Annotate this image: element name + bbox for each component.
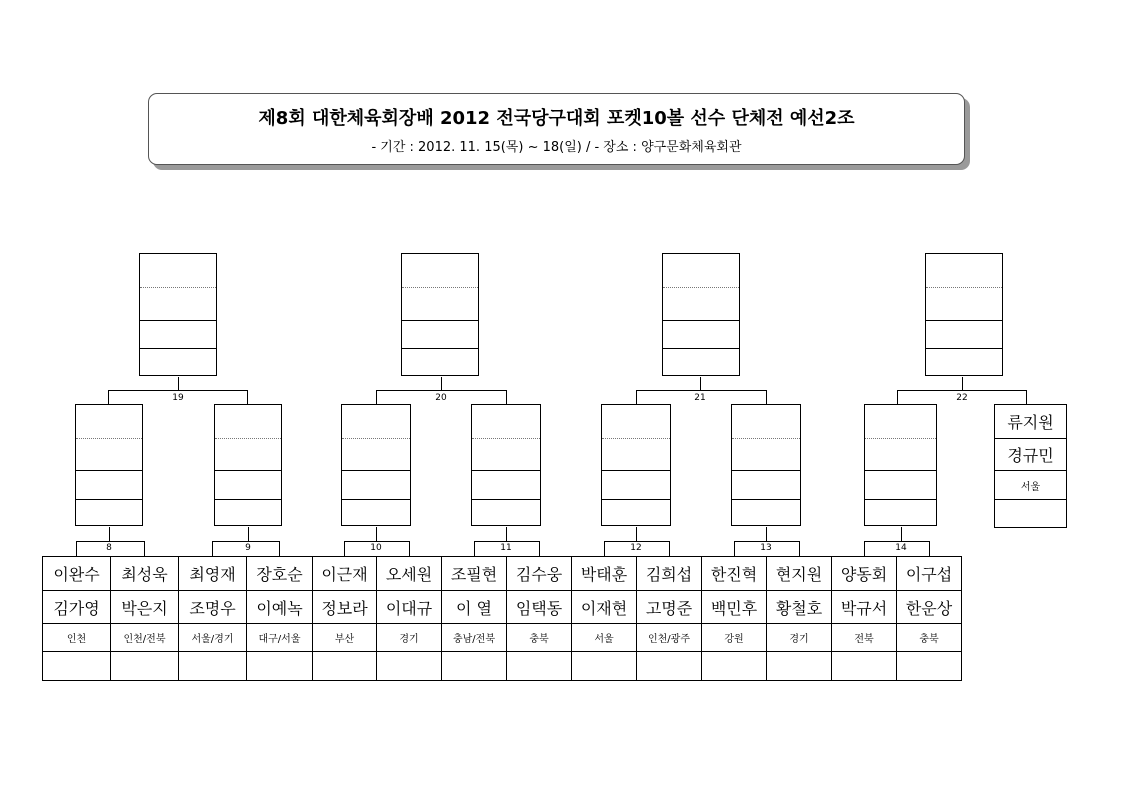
- match-box-top-row: [140, 349, 216, 377]
- match-box-top-row: [402, 254, 478, 288]
- match-box-mid-row: [342, 500, 410, 527]
- bracket-line: [212, 541, 280, 542]
- team-region: 인천/광주: [636, 623, 702, 652]
- match-box-mid-row: [76, 500, 142, 527]
- result-cell: [110, 651, 179, 681]
- match-box-mid: [731, 404, 801, 526]
- player-name: 이예녹: [246, 590, 313, 624]
- match-box-top-row: [926, 254, 1002, 288]
- page-subtitle: - 기간 : 2012. 11. 15(목) ~ 18(일) / - 장소 : 양구문화체육회관: [371, 140, 742, 155]
- result-cell: [701, 651, 767, 681]
- bracket-line: [962, 377, 963, 390]
- match-box-mid-row: [472, 405, 540, 439]
- bracket-line: [897, 390, 898, 404]
- match-box-top-row: [402, 288, 478, 321]
- match-number-label: 8: [106, 543, 112, 553]
- player-name: 김희섭: [636, 556, 702, 591]
- bracket-line: [376, 390, 377, 404]
- bracket-line: [734, 541, 800, 542]
- player-name: 임택동: [506, 590, 572, 624]
- team-region: 인천/전북: [110, 623, 179, 652]
- match-box-mid: [471, 404, 541, 526]
- match-number-label: 21: [694, 393, 706, 403]
- bracket-line: [766, 390, 767, 404]
- match-box-top-row: [663, 321, 739, 349]
- match-number-label: 12: [630, 543, 642, 553]
- team-region: 인천: [42, 623, 111, 652]
- bracket-line: [636, 527, 637, 541]
- team-region: 충남/전북: [441, 623, 507, 652]
- result-cell: [246, 651, 313, 681]
- match-box-mid: [214, 404, 282, 526]
- match-box-mid-row: [215, 405, 281, 439]
- bracket-line: [108, 390, 109, 404]
- player-name: 고명준: [636, 590, 702, 624]
- bracket-line: [279, 541, 280, 556]
- match-box-mid-row: [472, 471, 540, 500]
- match-box-top-row: [140, 254, 216, 288]
- match-box-mid-row: [472, 500, 540, 527]
- match-box-top-row: [402, 349, 478, 377]
- player-name: 김가영: [42, 590, 111, 624]
- bracket-line: [604, 541, 670, 542]
- player-name: 경규민: [995, 439, 1066, 471]
- bracket-line: [700, 377, 701, 390]
- match-number-label: 19: [172, 393, 184, 403]
- match-box-mid: [75, 404, 143, 526]
- player-name: 이완수: [42, 556, 111, 591]
- result-cell: [178, 651, 247, 681]
- team-region: 경기: [766, 623, 832, 652]
- bracket-line: [344, 541, 345, 556]
- match-box-mid-row: [602, 500, 670, 527]
- match-number-label: 9: [245, 543, 251, 553]
- player-name: 이근재: [312, 556, 377, 591]
- match-box-top-row: [663, 254, 739, 288]
- bracket-line: [108, 390, 248, 391]
- team-region: 충북: [896, 623, 962, 652]
- bracket-line: [248, 527, 249, 541]
- player-name: 양동회: [831, 556, 897, 591]
- match-box-top-row: [663, 349, 739, 377]
- match-box-mid-row: [342, 439, 410, 471]
- match-box-top: [139, 253, 217, 376]
- player-name: 이대규: [376, 590, 442, 624]
- result-cell: [636, 651, 702, 681]
- match-box-top-row: [402, 321, 478, 349]
- player-name: 최성욱: [110, 556, 179, 591]
- team-region: 서울: [571, 623, 637, 652]
- match-box-top-row: [140, 288, 216, 321]
- bracket-line: [604, 541, 605, 556]
- result-cell: [896, 651, 962, 681]
- match-box-mid-row: [342, 471, 410, 500]
- player-name: 이재현: [571, 590, 637, 624]
- result-cell: [312, 651, 377, 681]
- bracket-line: [76, 541, 145, 542]
- team-region: 서울/경기: [178, 623, 247, 652]
- player-name: 한운상: [896, 590, 962, 624]
- match-box-mid-row: [602, 439, 670, 471]
- match-box-mid-row: [602, 405, 670, 439]
- match-box-top-row: [926, 321, 1002, 349]
- bracket-line: [376, 390, 507, 391]
- bracket-line: [109, 527, 110, 541]
- result-cell: [506, 651, 572, 681]
- team-region: 부산: [312, 623, 377, 652]
- player-name: 이구섭: [896, 556, 962, 591]
- match-box-mid-row: [865, 405, 936, 439]
- match-box-mid-row: [76, 405, 142, 439]
- player-name: 김수웅: [506, 556, 572, 591]
- page-title: 제8회 대한체육회장배 2012 전국당구대회 포켓10볼 선수 단체전 예선2조: [258, 108, 855, 129]
- player-name: 류지원: [995, 405, 1066, 439]
- bracket-line: [76, 541, 77, 556]
- match-box-mid-row: [215, 439, 281, 471]
- result-cell: [571, 651, 637, 681]
- bracket-line: [636, 390, 767, 391]
- match-box-mid-row: [342, 405, 410, 439]
- player-name: 황철호: [766, 590, 832, 624]
- match-box-mid-row: [472, 439, 540, 471]
- bracket-line: [669, 541, 670, 556]
- match-box-top-row: [926, 349, 1002, 377]
- player-name: 현지원: [766, 556, 832, 591]
- bracket-line: [474, 541, 475, 556]
- bracket-line: [734, 541, 735, 556]
- match-box-mid-row: [76, 439, 142, 471]
- title-box: [148, 93, 965, 165]
- match-box-mid: [341, 404, 411, 526]
- match-box-mid-row: [602, 471, 670, 500]
- match-box-mid: [601, 404, 671, 526]
- result-cell: [995, 500, 1066, 527]
- bracket-line: [144, 541, 145, 556]
- bracket-line: [901, 527, 902, 541]
- match-box-top-row: [140, 321, 216, 349]
- match-box-mid-row: [865, 439, 936, 471]
- player-name: 한진혁: [701, 556, 767, 591]
- match-box-top: [662, 253, 740, 376]
- bracket-line: [474, 541, 540, 542]
- bracket-line: [376, 527, 377, 541]
- bracket-line: [247, 390, 248, 404]
- match-number-label: 22: [956, 393, 968, 403]
- team-region: 대구/서울: [246, 623, 313, 652]
- match-box-mid-row: [732, 439, 800, 471]
- match-box-mid-row: [865, 500, 936, 527]
- bracket-line: [864, 541, 865, 556]
- bracket-line: [506, 527, 507, 541]
- bracket-line: [506, 390, 507, 404]
- player-name: 이 열: [441, 590, 507, 624]
- bracket-line: [178, 377, 179, 390]
- result-cell: [766, 651, 832, 681]
- team-region: 충북: [506, 623, 572, 652]
- match-number-label: 11: [500, 543, 512, 553]
- team-region: 강원: [701, 623, 767, 652]
- bracket-line: [212, 541, 213, 556]
- match-box-mid-row: [865, 471, 936, 500]
- match-box-mid-row: [732, 471, 800, 500]
- bye-team-box: [994, 404, 1067, 528]
- result-cell: [831, 651, 897, 681]
- player-name: 박규서: [831, 590, 897, 624]
- match-number-label: 20: [435, 393, 447, 403]
- bracket-line: [636, 390, 637, 404]
- match-box-mid: [864, 404, 937, 526]
- player-name: 조명우: [178, 590, 247, 624]
- match-number-label: 10: [370, 543, 382, 553]
- match-number-label: 13: [760, 543, 772, 553]
- bracket-line: [409, 541, 410, 556]
- player-name: 백민후: [701, 590, 767, 624]
- bracket-line: [539, 541, 540, 556]
- team-region: 경기: [376, 623, 442, 652]
- player-name: 장호순: [246, 556, 313, 591]
- player-name: 조필현: [441, 556, 507, 591]
- team-region: 서울: [995, 471, 1066, 500]
- player-name: 최영재: [178, 556, 247, 591]
- player-name: 박태훈: [571, 556, 637, 591]
- match-box-mid-row: [732, 405, 800, 439]
- match-box-mid-row: [215, 500, 281, 527]
- bracket-line: [897, 390, 1027, 391]
- result-cell: [376, 651, 442, 681]
- bracket-line: [1026, 390, 1027, 404]
- bracket-line: [799, 541, 800, 556]
- bracket-line: [766, 527, 767, 541]
- result-cell: [42, 651, 111, 681]
- match-box-top-row: [926, 288, 1002, 321]
- match-box-top: [401, 253, 479, 376]
- player-name: 정보라: [312, 590, 377, 624]
- bracket-line: [864, 541, 930, 542]
- player-name: 박은지: [110, 590, 179, 624]
- match-box-mid-row: [76, 471, 142, 500]
- bracket-line: [441, 377, 442, 390]
- player-name: 오세원: [376, 556, 442, 591]
- match-box-top-row: [663, 288, 739, 321]
- result-cell: [441, 651, 507, 681]
- bracket-line: [344, 541, 410, 542]
- bracket-line: [929, 541, 930, 556]
- match-number-label: 14: [895, 543, 907, 553]
- match-box-mid-row: [215, 471, 281, 500]
- team-region: 전북: [831, 623, 897, 652]
- match-box-mid-row: [732, 500, 800, 527]
- match-box-top: [925, 253, 1003, 376]
